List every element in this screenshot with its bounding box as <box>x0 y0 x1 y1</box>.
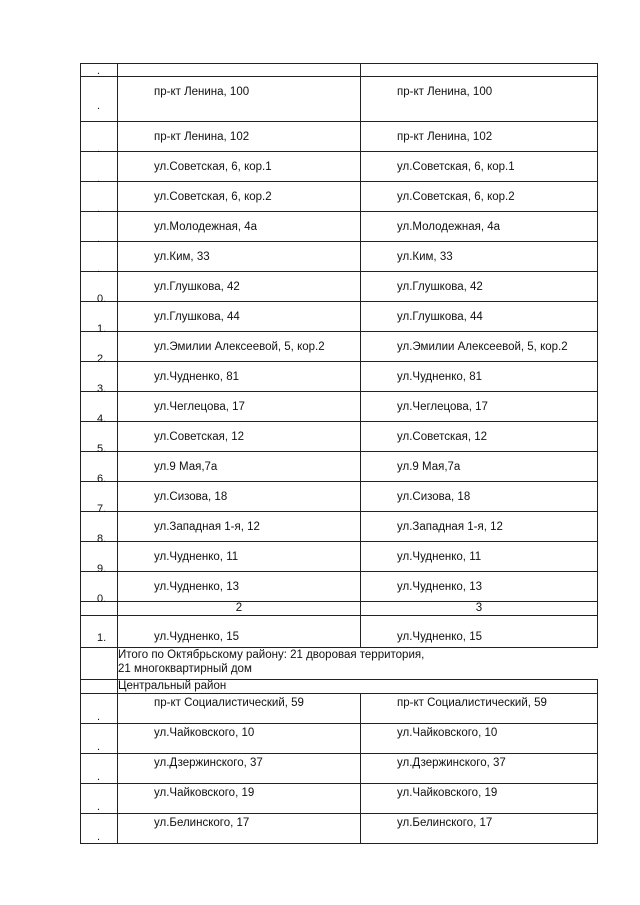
row-number: . <box>97 831 101 843</box>
summary-text: Итого по Октябрьскому району: 21 дворовая территория, <box>118 649 425 661</box>
address-cell <box>118 422 361 452</box>
address-cell <box>118 362 361 392</box>
row-number-cell <box>81 814 118 844</box>
address-cell <box>361 452 598 482</box>
row-number-cell <box>81 332 118 365</box>
table-row <box>81 64 598 77</box>
address-text: ул.Чудненко, 13 <box>154 581 239 593</box>
address-cell <box>118 122 361 152</box>
address-cell <box>361 422 598 452</box>
address-text: ул.Дзержинского, 37 <box>397 757 506 769</box>
table-row <box>81 784 598 814</box>
address-text: ул.Чайковского, 10 <box>154 727 255 739</box>
address-text: ул.Чудненко, 11 <box>397 551 482 563</box>
row-number-cell <box>81 362 118 395</box>
row-number: 0. <box>97 593 107 605</box>
row-number: . <box>97 263 101 275</box>
address-cell <box>361 77 598 122</box>
address-text: ул.Советская, 6, кор.1 <box>397 161 515 173</box>
address-text: ул.Чайковского, 10 <box>397 727 498 739</box>
row-number: 1. <box>97 323 107 335</box>
address-text: ул.Чудненко, 15 <box>397 631 482 643</box>
table-row <box>81 362 598 392</box>
row-number-cell <box>81 572 118 605</box>
table-row <box>81 512 598 542</box>
table-row <box>81 542 598 572</box>
row-number: . <box>97 771 101 783</box>
table-row <box>81 272 598 302</box>
address-cell <box>361 362 598 392</box>
column-number: 3 <box>475 602 483 614</box>
address-cell <box>361 64 598 77</box>
column-number-row <box>81 602 598 616</box>
address-text: ул.Чудненко, 81 <box>397 371 482 383</box>
address-cell <box>118 212 361 242</box>
row-number-cell <box>81 724 118 754</box>
row-number-cell <box>81 694 118 724</box>
address-text: ул.Чудненко, 81 <box>154 371 239 383</box>
address-cell <box>118 152 361 182</box>
address-text: ул.Молодежная, 4а <box>154 221 258 233</box>
table-row <box>81 422 598 452</box>
row-number: . <box>97 65 101 77</box>
row-number: . <box>97 741 101 753</box>
section-title-cell <box>118 680 598 694</box>
row-number-cell <box>81 784 118 814</box>
address-cell <box>361 212 598 242</box>
row-number: 2. <box>97 353 107 365</box>
row-number-cell <box>81 648 118 680</box>
address-text: ул.Белинского, 17 <box>397 817 493 829</box>
row-number: . <box>97 233 101 245</box>
table-row <box>81 452 598 482</box>
address-cell <box>118 694 361 724</box>
summary-cell <box>118 648 598 680</box>
row-number-cell <box>81 452 118 485</box>
address-cell <box>361 182 598 212</box>
table-row <box>81 482 598 512</box>
address-text: ул.Сизова, 18 <box>154 491 228 503</box>
address-cell <box>361 482 598 512</box>
address-text: ул.Глушкова, 44 <box>397 311 483 323</box>
address-cell <box>361 272 598 302</box>
address-text: ул.Ким, 33 <box>397 251 453 263</box>
address-cell <box>361 242 598 272</box>
table-row <box>81 77 598 122</box>
address-text: ул.Чудненко, 11 <box>154 551 239 563</box>
table-row <box>81 212 598 242</box>
address-cell <box>118 542 361 572</box>
address-cell <box>361 512 598 542</box>
address-text: ул.Дзержинского, 37 <box>154 757 263 769</box>
table-row <box>81 332 598 362</box>
address-text: пр-кт Социалистический, 59 <box>397 697 547 709</box>
address-cell <box>361 694 598 724</box>
table-row <box>81 392 598 422</box>
address-text: ул.9 Мая,7а <box>154 461 218 473</box>
summary-row <box>81 648 598 680</box>
address-cell <box>361 616 598 648</box>
address-cell <box>118 512 361 542</box>
header-cell <box>81 602 118 616</box>
address-text: ул.Советская, 6, кор.2 <box>154 191 272 203</box>
address-text: ул.Сизова, 18 <box>397 491 471 503</box>
row-number: . <box>97 711 101 723</box>
address-text: ул.Чудненко, 13 <box>397 581 482 593</box>
row-number-cell <box>81 272 118 305</box>
row-number-cell <box>81 122 118 155</box>
address-cell <box>118 784 361 814</box>
address-cell <box>118 392 361 422</box>
table-row <box>81 754 598 784</box>
table-row <box>81 182 598 212</box>
row-number-cell <box>81 212 118 245</box>
table-row <box>81 572 598 602</box>
row-number-cell <box>81 152 118 185</box>
address-cell <box>118 302 361 332</box>
address-text: пр-кт Ленина, 100 <box>397 86 493 98</box>
row-number: 0. <box>97 293 107 305</box>
table-row <box>81 242 598 272</box>
row-number-cell <box>81 242 118 275</box>
row-number: 7. <box>97 503 107 515</box>
address-text: пр-кт Социалистический, 59 <box>154 697 304 709</box>
address-text: ул.Глушкова, 42 <box>397 281 483 293</box>
address-text: ул.Чайковского, 19 <box>397 787 498 799</box>
summary-text: 21 многоквартирный дом <box>118 663 252 675</box>
address-cell <box>361 392 598 422</box>
header-cell <box>361 602 598 616</box>
address-text: ул.Советская, 12 <box>154 431 245 443</box>
section-header-row <box>81 680 598 694</box>
row-number-cell <box>81 182 118 215</box>
address-text: ул.Советская, 6, кор.1 <box>154 161 272 173</box>
column-number: 2 <box>235 602 243 614</box>
table-row <box>81 694 598 724</box>
address-cell <box>118 332 361 362</box>
address-cell <box>118 64 361 77</box>
address-text: ул.Чеглецова, 17 <box>154 401 245 413</box>
address-text: ул.Советская, 6, кор.2 <box>397 191 515 203</box>
address-cell <box>361 754 598 784</box>
row-number: 3. <box>97 383 107 395</box>
address-cell <box>361 542 598 572</box>
address-cell <box>361 814 598 844</box>
row-number-cell <box>81 542 118 575</box>
table-row <box>81 616 598 648</box>
address-text: ул.Белинского, 17 <box>154 817 250 829</box>
row-number: . <box>97 143 101 155</box>
address-cell <box>118 77 361 122</box>
row-number: . <box>97 203 101 215</box>
address-table-page <box>80 63 597 844</box>
table-row <box>81 302 598 332</box>
address-cell <box>118 452 361 482</box>
address-text: пр-кт Ленина, 102 <box>154 131 250 143</box>
row-number-cell <box>81 64 118 77</box>
address-text: ул.Молодежная, 4а <box>397 221 501 233</box>
address-cell <box>361 122 598 152</box>
table-row <box>81 814 598 844</box>
row-number: 9. <box>97 563 107 575</box>
table-row <box>81 152 598 182</box>
row-number: 4. <box>97 413 107 425</box>
row-number-cell <box>81 422 118 455</box>
address-cell <box>361 784 598 814</box>
row-number: 8. <box>97 533 107 545</box>
address-text: ул.Чайковского, 19 <box>154 787 255 799</box>
address-text: ул.9 Мая,7а <box>397 461 461 473</box>
address-text: ул.Чудненко, 15 <box>154 631 239 643</box>
address-cell <box>118 814 361 844</box>
row-number-cell <box>81 77 118 122</box>
row-number: 5. <box>97 443 107 455</box>
address-text: ул.Эмилии Алексеевой, 5, кор.2 <box>154 341 325 353</box>
section-title: Центральный район <box>118 680 227 692</box>
address-cell <box>118 182 361 212</box>
address-cell <box>118 242 361 272</box>
address-text: пр-кт Ленина, 100 <box>154 86 250 98</box>
table-row <box>81 724 598 754</box>
row-number-cell <box>81 512 118 545</box>
address-cell <box>118 754 361 784</box>
address-cell <box>118 482 361 512</box>
address-text: ул.Глушкова, 42 <box>154 281 240 293</box>
row-number: . <box>97 100 101 112</box>
address-text: ул.Эмилии Алексеевой, 5, кор.2 <box>397 341 568 353</box>
row-number: . <box>97 173 101 185</box>
address-cell <box>361 572 598 602</box>
row-number: 1. <box>97 632 107 644</box>
row-number-cell <box>81 680 118 694</box>
address-cell <box>361 724 598 754</box>
address-cell <box>361 302 598 332</box>
address-table <box>80 63 598 844</box>
address-text: ул.Чеглецова, 17 <box>397 401 488 413</box>
address-cell <box>118 572 361 602</box>
address-text: ул.Западная 1-я, 12 <box>154 521 260 533</box>
row-number-cell <box>81 754 118 784</box>
table-row <box>81 122 598 152</box>
row-number-cell <box>81 482 118 515</box>
address-cell <box>118 272 361 302</box>
row-number-cell <box>81 392 118 425</box>
address-text: ул.Западная 1-я, 12 <box>397 521 503 533</box>
row-number-cell <box>81 302 118 335</box>
address-cell <box>361 332 598 362</box>
header-cell <box>118 602 361 616</box>
row-number-cell <box>81 616 118 648</box>
address-text: пр-кт Ленина, 102 <box>397 131 493 143</box>
address-text: ул.Ким, 33 <box>154 251 210 263</box>
row-number: 6. <box>97 473 107 485</box>
address-text: ул.Советская, 12 <box>397 431 488 443</box>
address-cell <box>361 152 598 182</box>
row-number: . <box>97 801 101 813</box>
address-text: ул.Глушкова, 44 <box>154 311 240 323</box>
address-cell <box>118 616 361 648</box>
address-cell <box>118 724 361 754</box>
